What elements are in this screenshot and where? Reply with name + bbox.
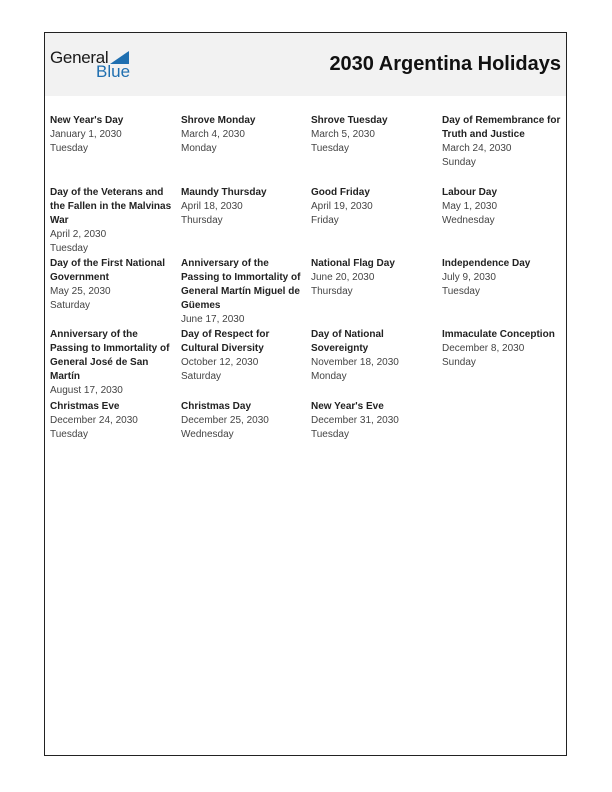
holiday-weekday: Tuesday [50,429,88,440]
page-title: 2030 Argentina Holidays [329,53,561,75]
holiday-weekday: Tuesday [442,286,480,297]
holiday-name: Day of Respect for Cultural Diversity [181,329,270,354]
holiday-date: December 31, 2030 [311,415,399,426]
holiday-item [181,186,303,228]
holiday-date: December 25, 2030 [181,415,269,426]
holiday-item [311,186,433,228]
holiday-name: Good Friday [311,187,370,198]
holiday-item [181,114,303,156]
holiday-date: June 17, 2030 [181,314,245,325]
holiday-weekday: Sunday [442,157,476,168]
holiday-item [50,114,172,156]
holiday-item [50,328,172,398]
holiday-item [311,328,433,384]
holiday-weekday: Saturday [181,371,222,382]
holiday-weekday: Tuesday [311,143,349,154]
holiday-weekday: Wednesday [442,215,495,226]
holiday-date: November 18, 2030 [311,357,399,368]
holiday-date: March 5, 2030 [311,129,375,140]
holiday-item [50,257,172,313]
holiday-date: March 4, 2030 [181,129,245,140]
holiday-weekday: Monday [181,143,217,154]
holiday-weekday: Saturday [50,300,91,311]
holiday-weekday: Thursday [181,215,223,226]
holiday-item [181,328,303,384]
holiday-name: Day of Remembrance for Truth and Justice [442,115,561,140]
logo-blue-text: Blue [96,62,131,81]
holiday-item [181,257,303,327]
holiday-date: December 24, 2030 [50,415,138,426]
holiday-name: Christmas Eve [50,401,120,412]
holiday-name: Labour Day [442,187,498,198]
holiday-name: Anniversary of the Passing to Immortality of General Martín Miguel de Güemes [181,258,301,311]
holiday-date: October 12, 2030 [181,357,259,368]
holiday-date: April 19, 2030 [311,201,373,212]
holiday-weekday: Friday [311,215,339,226]
holiday-item [442,186,564,228]
holiday-name: New Year's Eve [311,401,384,412]
holiday-date: January 1, 2030 [50,129,122,140]
holiday-date: July 9, 2030 [442,272,496,283]
holiday-name: Day of National Sovereignty [311,329,384,354]
holiday-item [311,114,433,156]
holiday-weekday: Wednesday [181,429,234,440]
holiday-item [50,186,172,256]
holiday-name: Day of the First National Government [50,258,166,283]
holiday-name: Shrove Monday [181,115,256,126]
holiday-name: Maundy Thursday [181,187,267,198]
holiday-weekday: Sunday [442,357,476,368]
holiday-weekday: Tuesday [50,243,88,254]
holiday-item [442,328,564,370]
holiday-item [50,400,172,442]
holiday-name: Christmas Day [181,401,252,412]
holiday-weekday: Tuesday [50,143,88,154]
holiday-name: Day of the Veterans and the Fallen in the Malvinas War [50,187,172,226]
holiday-name: National Flag Day [311,258,395,269]
holiday-date: June 20, 2030 [311,272,375,283]
holiday-date: March 24, 2030 [442,143,512,154]
holiday-weekday: Tuesday [311,429,349,440]
holiday-date: April 2, 2030 [50,229,107,240]
holiday-name: Immaculate Conception [442,329,555,340]
holiday-name: New Year's Day [50,115,124,126]
holiday-item [442,114,564,170]
holiday-item [181,400,303,442]
holiday-name: Shrove Tuesday [311,115,388,126]
holiday-date: May 25, 2030 [50,286,111,297]
holiday-date: May 1, 2030 [442,201,498,212]
holiday-date: August 17, 2030 [50,385,123,396]
holiday-item [442,257,564,299]
holiday-item [311,400,433,442]
holiday-weekday: Thursday [311,286,353,297]
holiday-name: Anniversary of the Passing to Immortality of General José de San Martín [50,329,170,382]
holiday-date: April 18, 2030 [181,201,243,212]
holiday-name: Independence Day [442,258,531,269]
holiday-item [311,257,433,299]
holiday-weekday: Monday [311,371,347,382]
holiday-date: December 8, 2030 [442,343,525,354]
logo-general-text: General [50,48,109,67]
